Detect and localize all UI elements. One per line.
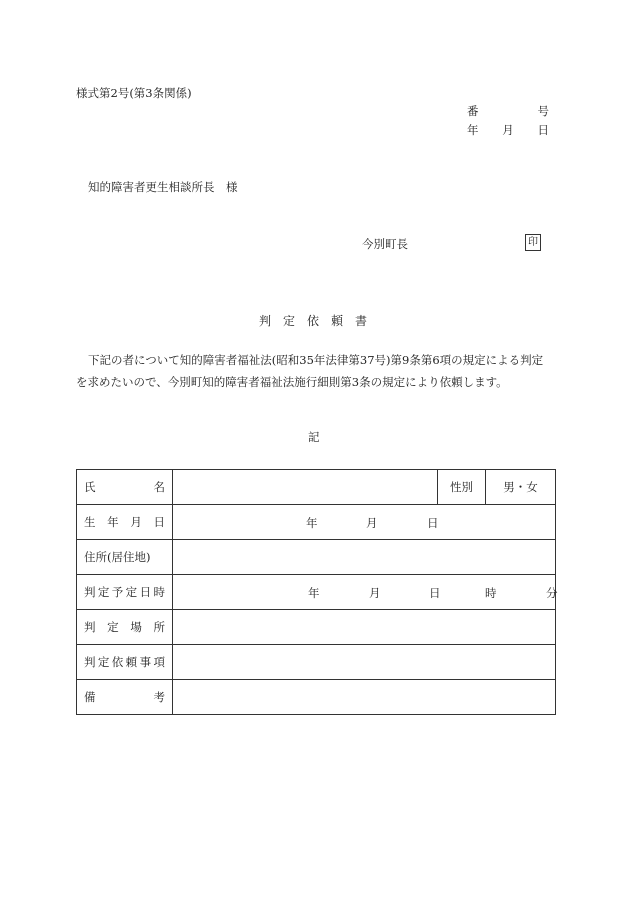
sender-name: 今別町長: [362, 237, 408, 251]
birth-year-unit: 年: [306, 516, 318, 530]
place-field[interactable]: [173, 610, 556, 645]
label-char: 定: [97, 585, 110, 599]
name-label-cell: [77, 470, 173, 505]
label-char: 事: [139, 655, 152, 669]
table-row: [77, 540, 556, 575]
sex-field[interactable]: 男・女: [486, 470, 556, 505]
form-number: 様式第2号(第3条関係): [76, 86, 192, 100]
request-table: [76, 469, 556, 715]
label-char: 判: [84, 655, 96, 669]
matters-label-cell: [77, 645, 173, 680]
title-char: 頼: [330, 314, 343, 328]
seal-icon: 印: [525, 234, 541, 251]
label-char: 依: [111, 655, 124, 669]
label-char: 年: [107, 515, 119, 529]
label-char: 月: [130, 515, 142, 529]
label-char: 名: [153, 480, 165, 494]
place-label-cell: [77, 610, 173, 645]
birth-month-unit: 月: [366, 516, 378, 530]
body-text: 下記の者について知的障害者福祉法(昭和35年法律第37号)第9条第6項の規定による判定を求めたいので、今別町知的障害者福祉法施行細則第3条の規定により依頼します。: [76, 353, 544, 389]
schedule-month-unit: 月: [369, 586, 381, 600]
name-field[interactable]: [173, 470, 438, 505]
table-row: [77, 645, 556, 680]
schedule-minute-unit: 分: [546, 586, 558, 600]
title-char: 依: [306, 314, 319, 328]
number-suffix: 号: [537, 104, 549, 118]
recipient: 知的障害者更生相談所長 様: [88, 180, 238, 194]
number-char: 番: [467, 104, 479, 118]
title-char: 判: [259, 314, 272, 328]
title-char: 書: [354, 314, 367, 328]
matters-field[interactable]: [173, 645, 556, 680]
ki-heading: 記: [308, 430, 320, 444]
label-char: 所: [153, 620, 165, 634]
label-char: 予: [111, 585, 124, 599]
schedule-field[interactable]: [173, 575, 556, 610]
label-char: 備: [84, 690, 96, 704]
label-char: 判: [84, 620, 96, 634]
birth-label-cell: [77, 505, 173, 540]
birth-day-unit: 日: [427, 516, 439, 530]
schedule-hour-unit: 時: [485, 586, 497, 600]
table-row: [77, 610, 556, 645]
schedule-label-cell: [77, 575, 173, 610]
remarks-label-cell: [77, 680, 173, 715]
table-row: [77, 575, 556, 610]
table-row: [77, 505, 556, 540]
date-line: [467, 122, 549, 138]
label-char: 定: [125, 585, 138, 599]
sex-label: 性別: [438, 470, 486, 505]
label-char: 判: [84, 585, 96, 599]
birth-field[interactable]: [173, 505, 556, 540]
label-char: 生: [84, 515, 96, 529]
label-char: 場: [130, 620, 142, 634]
date-month: 月: [502, 123, 514, 137]
number-line: [467, 103, 549, 119]
label-char: 考: [153, 690, 165, 704]
address-label: 住所(居住地): [77, 540, 173, 575]
address-field[interactable]: [173, 540, 556, 575]
label-char: 日: [139, 585, 152, 599]
label-char: 氏: [84, 480, 96, 494]
label-char: 項: [153, 655, 165, 669]
table-row: [77, 470, 556, 505]
label-char: 定: [97, 655, 110, 669]
label-char: 頼: [125, 655, 138, 669]
remarks-field[interactable]: [173, 680, 556, 715]
label-char: 時: [153, 585, 165, 599]
label-char: 日: [153, 515, 165, 529]
schedule-day-unit: 日: [429, 586, 441, 600]
schedule-year-unit: 年: [308, 586, 320, 600]
label-char: 定: [107, 620, 119, 634]
table-row: [77, 680, 556, 715]
document-title: [259, 312, 367, 329]
seal-mark: [525, 234, 541, 251]
date-day: 日: [537, 123, 549, 137]
title-char: 定: [282, 314, 295, 328]
date-year: 年: [467, 123, 479, 137]
